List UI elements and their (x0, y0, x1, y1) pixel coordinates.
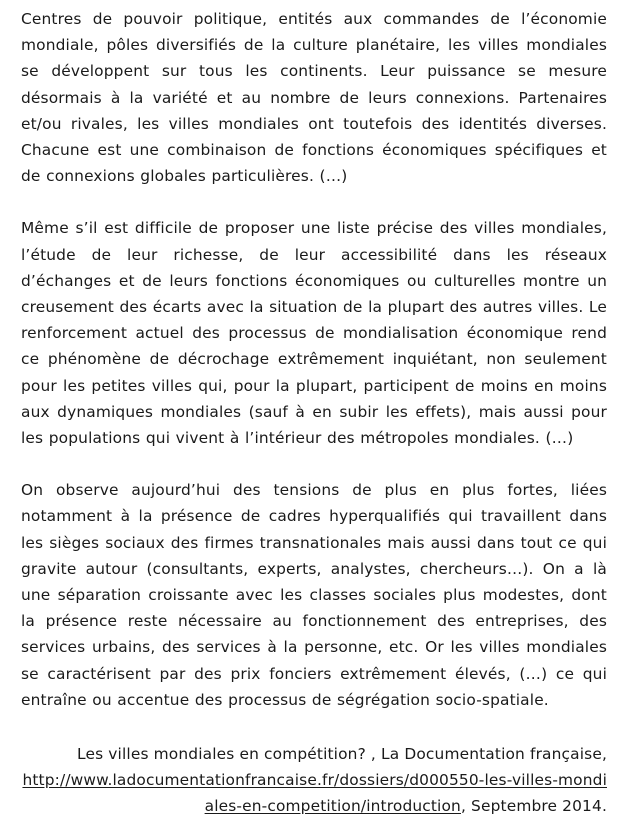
citation-date: , Septembre 2014. (460, 797, 607, 816)
paragraph-3: On observe aujourd’hui des tensions de plus en plus fortes, liées notamment à la présence de cadres hyperqualifiés qui travaillent dans les sièges sociaux des firmes transnationales mais aussi dans tout ce qui gravite autour (consultants, experts, analystes, chercheurs…). On a là une séparation croissante avec les classes sociales plus modestes, dont la présence reste nécessaire au fonctionnement des entreprises, des services urbains, des services à la personne, etc. Or les villes mondiales se caractérisent par des prix fonciers extrêmement élevés, (…) ce qui entraîne ou accentue des processus de ségrégation socio-spatiale. (21, 481, 607, 709)
paragraph-2: Même s’il est difficile de proposer une liste précise des villes mondiales, l’étude de leur richesse, de leur accessibilité dans les réseaux d’échanges et de leurs fonctions économiques ou culturelles montre un creusement des écarts avec la situation de la plupart des autres villes. Le renforcement actuel des processus de mondialisation économique rend ce phénomène de décrochage extrêmement inquiétant, non seulement pour les petites villes qui, pour la plupart, participent de moins en moins aux dynamiques mondiales (sauf à en subir les effets), mais aussi pour les populations qui vivent à l’intérieur des métropoles mondiales. (…) (21, 219, 607, 448)
paragraph-1: Centres de pouvoir politique, entités aux commandes de l’économie mondiale, pôles diversifiés de la culture planétaire, les villes mondiales se développent sur tous les continents. Leur puissance se mesure désormais à la variété et au nombre de leurs connexions. Partenaires et/ou rivales, les villes mondiales ont toutefois des identités diverses. Chacune est une combinaison de fonctions économiques spécifiques et de connexions globales particulières. (…) (21, 10, 607, 186)
citation-title: Les villes mondiales en compétition? , La Documentation française, (77, 745, 607, 764)
source-citation (21, 741, 607, 820)
document-body (21, 6, 607, 820)
source-link[interactable]: http://www.ladocumentationfrancaise.fr/dossiers/d000550-les-villes-mondiales-en-competition/introduction (22, 771, 607, 816)
